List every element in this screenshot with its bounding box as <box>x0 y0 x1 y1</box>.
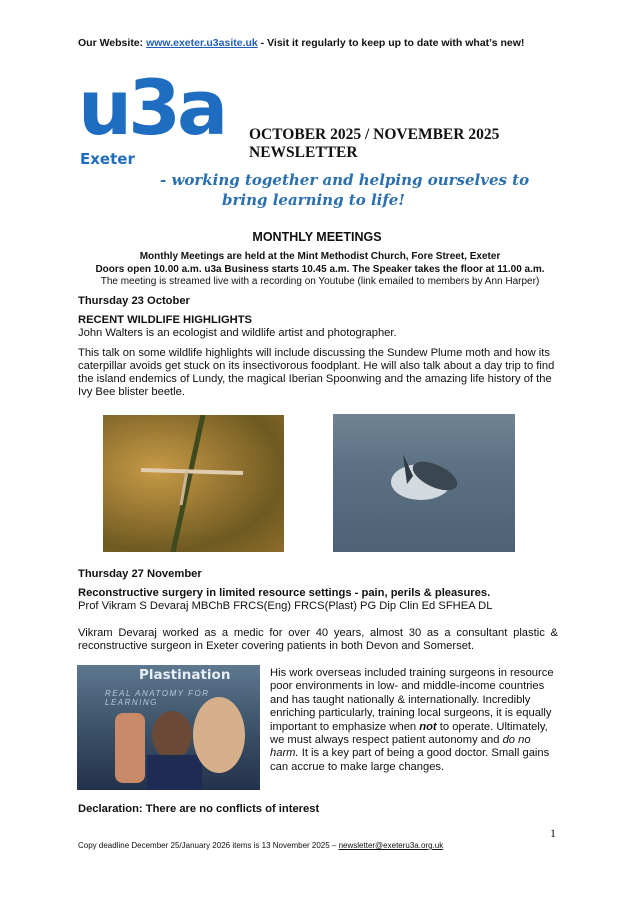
newsletter-title <box>249 126 499 162</box>
anatomy-models-icon <box>77 665 260 790</box>
tuna-icon <box>333 414 515 552</box>
talk2-bio2 <box>270 667 562 774</box>
monthly-meetings-info <box>60 251 580 289</box>
leaping-tuna-photo <box>333 414 515 552</box>
bio2-emphasis-harm: do no harm. <box>270 734 531 760</box>
talk1-title: RECENT WILDLIFE HIGHLIGHTS <box>78 314 253 327</box>
website-line <box>78 37 524 49</box>
talk1-speaker: John Walters is an ecologist and wildlife artist and photographer. <box>78 327 397 340</box>
meeting-times: Doors open 10.00 a.m. u3a Business starts 10.45 a.m. The Speaker takes the floor at 11.00 a.m. <box>95 263 545 275</box>
logo-place: Exeter <box>80 150 135 168</box>
talk1-section <box>78 295 558 399</box>
bio2-part-b: to operate. Ultimately, we must always respect patient autonomy and <box>270 720 548 747</box>
talk2-date: Thursday 27 November <box>78 568 202 580</box>
footer-email-link[interactable]: newsletter@exeteru3a.org.uk <box>338 841 444 850</box>
plastination-photo <box>77 665 260 790</box>
monthly-meetings-heading: MONTHLY MEETINGS <box>252 230 382 244</box>
tagline-line2: bring learning to life! <box>222 191 405 209</box>
tagline <box>160 170 550 210</box>
talk2-title: Reconstructive surgery in limited resource settings - pain, perils & pleasures. <box>78 587 491 600</box>
bio2-part-c: It is a key part of being a good doctor. Small gains can accrue to make large changes. <box>270 747 550 773</box>
talk2-speaker: Prof Vikram S Devaraj MBChB FRCS(Eng) FRCS(Plast) PG Dip Clin Ed SFHEA DL <box>78 600 493 613</box>
plume-moth-photo <box>103 415 284 552</box>
plastination-sublabel: REAL ANATOMY FOR LEARNING <box>105 689 210 707</box>
bio2-part-a: His work overseas included training surgeons in resource poor environments in low- and middle-income countries and has taught nationally & internationally. Incredibly enriching particularly, training local surgeons, it is equally important to emphasize when <box>270 667 554 733</box>
talk2-bio1: Vikram Devaraj worked as a medic for over 40 years, almost 30 as a consultant plastic & reconstructive surgeon in Exeter covering patients in both Devon and Somerset. <box>78 626 558 652</box>
meeting-venue: Monthly Meetings are held at the Mint Methodist Church, Fore Street, Exeter <box>139 251 501 262</box>
footer-text: Copy deadline December 25/January 2026 items is 13 November 2025 – <box>78 841 339 850</box>
plume-moth-icon <box>103 415 284 552</box>
plastination-label: Plastination <box>139 667 231 683</box>
footer <box>78 841 443 850</box>
bio2-emphasis-not: not <box>419 720 437 733</box>
website-label: Our Website: <box>78 37 144 49</box>
newsletter-title-line1: OCTOBER 2025 / NOVEMBER 2025 <box>249 126 500 143</box>
declaration: Declaration: There are no conflicts of interest <box>78 803 320 815</box>
page-number: 1 <box>550 826 556 840</box>
talk1-date: Thursday 23 October <box>78 295 190 307</box>
logo-mark: u3a <box>78 63 225 152</box>
talk1-description: This talk on some wildlife highlights will include discussing the Sundew Plume moth and how its caterpillar avoids get stuck on its insectivorous foodplant. He will also talk about a day trip to find the island endemics of Lundy, the magical Iberian Spoonwing and the amazing life history of the Ivy Bee blister beetle. <box>78 346 555 399</box>
meeting-stream: The meeting is streamed live with a recording on Youtube (link emailed to members by Ann Harper) <box>100 276 540 287</box>
website-tail: - Visit it regularly to keep up to date with what’s new! <box>260 37 525 49</box>
u3a-exeter-logo <box>78 63 238 174</box>
website-link[interactable]: www.exeter.u3asite.uk <box>146 37 258 49</box>
newsletter-title-line2: NEWSLETTER <box>249 144 358 161</box>
talk2-section <box>78 568 558 653</box>
tagline-line1: - working together and helping ourselves to <box>160 171 530 189</box>
